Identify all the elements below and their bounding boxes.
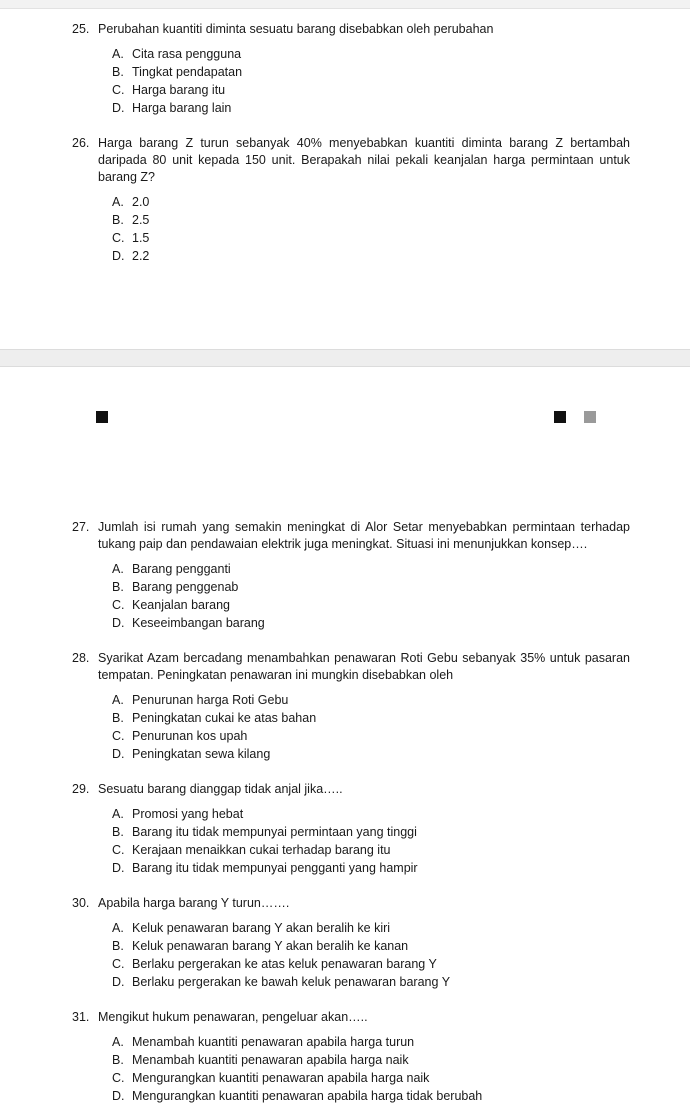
- option-letter: D.: [112, 616, 125, 630]
- question-25-options: [0, 46, 690, 117]
- option-label: Berlaku pergerakan ke bawah keluk penawaran barang Y: [132, 975, 451, 989]
- question-30: [0, 895, 690, 912]
- option-c[interactable]: [112, 842, 630, 859]
- option-d[interactable]: [112, 860, 630, 877]
- option-b[interactable]: [112, 1052, 630, 1069]
- option-b[interactable]: [112, 64, 630, 81]
- option-c[interactable]: [112, 1070, 630, 1087]
- option-label: Tingkat pendapatan: [132, 65, 243, 79]
- page-separator: [0, 349, 690, 367]
- option-letter: A.: [112, 1035, 124, 1049]
- option-letter: B.: [112, 939, 124, 953]
- option-letter: B.: [112, 213, 124, 227]
- option-label: 2.0: [132, 195, 150, 209]
- question-number: 27.: [72, 520, 90, 534]
- option-label: Keanjalan barang: [132, 598, 230, 612]
- option-label: Barang penggenab: [132, 580, 239, 594]
- option-b[interactable]: [112, 938, 630, 955]
- option-a[interactable]: [112, 920, 630, 937]
- option-a[interactable]: [112, 561, 630, 578]
- option-label: Penurunan kos upah: [132, 729, 248, 743]
- option-b[interactable]: [112, 579, 630, 596]
- document-page-2: [0, 367, 690, 1105]
- option-label: Berlaku pergerakan ke atas keluk penawaran barang Y: [132, 957, 437, 971]
- option-label: Harga barang itu: [132, 83, 226, 97]
- option-label: Promosi yang hebat: [132, 807, 244, 821]
- option-letter: D.: [112, 249, 125, 263]
- option-letter: B.: [112, 711, 124, 725]
- option-letter: C.: [112, 843, 125, 857]
- page-top-edge: [0, 0, 690, 9]
- option-letter: A.: [112, 807, 124, 821]
- option-letter: B.: [112, 580, 124, 594]
- option-letter: C.: [112, 1071, 125, 1085]
- option-a[interactable]: [112, 806, 630, 823]
- option-label: 1.5: [132, 231, 150, 245]
- option-c[interactable]: [112, 956, 630, 973]
- option-d[interactable]: [112, 974, 630, 991]
- option-letter: A.: [112, 195, 124, 209]
- mark-right-black-icon: [554, 411, 566, 423]
- option-label: Kerajaan menaikkan cukai terhadap barang itu: [132, 843, 391, 857]
- question-number: 29.: [72, 782, 90, 796]
- option-label: Keseeimbangan barang: [132, 616, 265, 630]
- question-number: 30.: [72, 896, 90, 910]
- question-text: Jumlah isi rumah yang semakin meningkat di Alor Setar menyebabkan permintaan terhadap tukang paip dan pendawaian elektrik juga meningkat. Situasi ini menunjukkan konsep….: [98, 520, 630, 551]
- option-c[interactable]: [112, 230, 630, 247]
- option-letter: D.: [112, 101, 125, 115]
- option-label: Keluk penawaran barang Y akan beralih ke kanan: [132, 939, 409, 953]
- option-letter: A.: [112, 562, 124, 576]
- option-c[interactable]: [112, 597, 630, 614]
- question-30-options: [0, 920, 690, 991]
- question-28: [0, 650, 690, 684]
- question-number: 28.: [72, 651, 90, 665]
- option-label: Peningkatan cukai ke atas bahan: [132, 711, 317, 725]
- option-label: Keluk penawaran barang Y akan beralih ke kiri: [132, 921, 391, 935]
- mark-left-black-icon: [96, 411, 108, 423]
- question-31: [0, 1009, 690, 1026]
- option-b[interactable]: [112, 710, 630, 727]
- mark-right-grey-icon: [584, 411, 596, 423]
- option-letter: C.: [112, 729, 125, 743]
- option-label: Barang itu tidak mempunyai permintaan yang tinggi: [132, 825, 417, 839]
- option-letter: B.: [112, 1053, 124, 1067]
- option-letter: A.: [112, 47, 124, 61]
- option-label: Peningkatan sewa kilang: [132, 747, 271, 761]
- option-d[interactable]: [112, 248, 630, 265]
- page-2-top-whitespace: [0, 429, 690, 519]
- question-27: [0, 519, 690, 553]
- question-27-options: [0, 561, 690, 632]
- question-text: Syarikat Azam bercadang menambahkan penawaran Roti Gebu sebanyak 35% untuk pasaran tempatan. Peningkatan penawaran ini mungkin disebabkan oleh: [98, 651, 630, 682]
- option-letter: D.: [112, 1089, 125, 1103]
- option-a[interactable]: [112, 194, 630, 211]
- option-label: Harga barang lain: [132, 101, 232, 115]
- question-28-options: [0, 692, 690, 763]
- question-text: Harga barang Z turun sebanyak 40% menyebabkan kuantiti diminta barang Z bertambah daripada 80 unit kepada 150 unit. Berapakah nilai pekali keanjalan harga permintaan untuk barang Z?: [98, 136, 630, 184]
- question-31-options: [0, 1034, 690, 1105]
- option-label: Menambah kuantiti penawaran apabila harga naik: [132, 1053, 409, 1067]
- option-letter: C.: [112, 598, 125, 612]
- option-d[interactable]: [112, 100, 630, 117]
- option-d[interactable]: [112, 1088, 630, 1105]
- question-text: Apabila harga barang Y turun…….: [98, 896, 290, 910]
- option-letter: D.: [112, 747, 125, 761]
- option-label: Cita rasa pengguna: [132, 47, 242, 61]
- option-letter: A.: [112, 921, 124, 935]
- question-25: [0, 21, 690, 38]
- option-letter: B.: [112, 825, 124, 839]
- question-text: Mengikut hukum penawaran, pengeluar akan…..: [98, 1010, 368, 1024]
- option-d[interactable]: [112, 615, 630, 632]
- option-a[interactable]: [112, 1034, 630, 1051]
- option-label: Mengurangkan kuantiti penawaran apabila harga naik: [132, 1071, 430, 1085]
- question-number: 26.: [72, 136, 90, 150]
- option-label: Barang pengganti: [132, 562, 231, 576]
- option-letter: D.: [112, 975, 125, 989]
- option-letter: C.: [112, 231, 125, 245]
- option-letter: C.: [112, 83, 125, 97]
- option-label: 2.2: [132, 249, 150, 263]
- option-letter: D.: [112, 861, 125, 875]
- option-c[interactable]: [112, 82, 630, 99]
- option-letter: C.: [112, 957, 125, 971]
- option-label: 2.5: [132, 213, 150, 227]
- option-label: Mengurangkan kuantiti penawaran apabila harga tidak berubah: [132, 1089, 483, 1103]
- question-26-options: [0, 194, 690, 265]
- question-29: [0, 781, 690, 798]
- alignment-marks: [0, 405, 690, 429]
- question-26: [0, 135, 690, 186]
- option-b[interactable]: [112, 824, 630, 841]
- option-label: Penurunan harga Roti Gebu: [132, 693, 289, 707]
- option-letter: B.: [112, 65, 124, 79]
- option-b[interactable]: [112, 212, 630, 229]
- option-a[interactable]: [112, 46, 630, 63]
- question-text: Sesuatu barang dianggap tidak anjal jika…..: [98, 782, 343, 796]
- option-letter: A.: [112, 693, 124, 707]
- option-label: Menambah kuantiti penawaran apabila harga turun: [132, 1035, 415, 1049]
- question-number: 31.: [72, 1010, 90, 1024]
- question-number: 25.: [72, 22, 90, 36]
- option-c[interactable]: [112, 728, 630, 745]
- question-text: Perubahan kuantiti diminta sesuatu barang disebabkan oleh perubahan: [98, 22, 494, 36]
- option-label: Barang itu tidak mempunyai pengganti yang hampir: [132, 861, 418, 875]
- option-d[interactable]: [112, 746, 630, 763]
- document-page-1: [0, 9, 690, 349]
- question-29-options: [0, 806, 690, 877]
- option-a[interactable]: [112, 692, 630, 709]
